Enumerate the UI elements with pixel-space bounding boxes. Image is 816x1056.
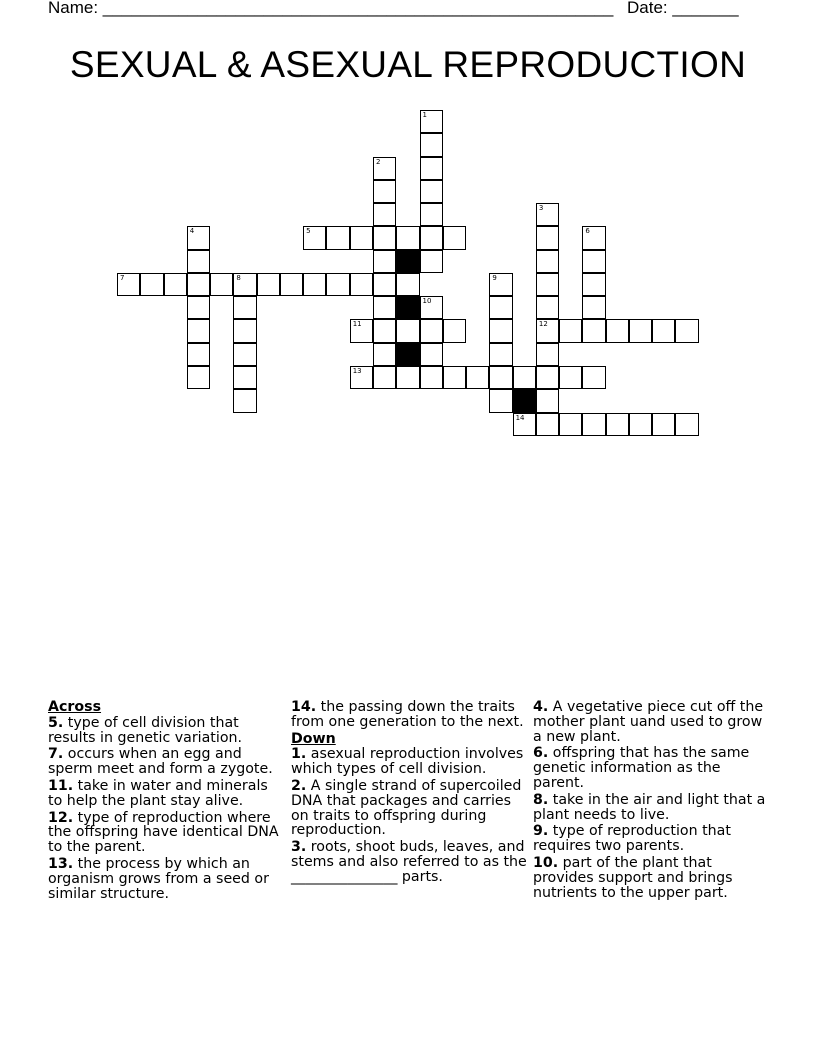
- crossword-cell[interactable]: [513, 366, 536, 389]
- crossword-cell[interactable]: [652, 319, 675, 342]
- crossword-cell[interactable]: [582, 413, 605, 436]
- clue-number-label: 2: [375, 157, 381, 166]
- down-heading: Down: [291, 730, 336, 747]
- crossword-cell[interactable]: [466, 366, 489, 389]
- clue-text: the process by which an organism grows from a seed or similar structure.: [48, 855, 269, 902]
- black-cell: [396, 343, 419, 366]
- crossword-cell[interactable]: [303, 273, 326, 296]
- crossword-cell[interactable]: [420, 296, 443, 319]
- crossword-cell[interactable]: [187, 366, 210, 389]
- clue-text: the passing down the traits from one generation to the next.: [291, 699, 524, 730]
- crossword-cell[interactable]: [233, 273, 256, 296]
- crossword-cell[interactable]: [443, 319, 466, 342]
- clue-down-4: [533, 700, 773, 744]
- clue-number-label: 4: [189, 227, 195, 236]
- clue-number: 12.: [48, 809, 74, 826]
- crossword-cell[interactable]: [373, 226, 396, 249]
- clue-across-11: [48, 779, 284, 809]
- crossword-cell[interactable]: [117, 273, 140, 296]
- crossword-cell[interactable]: [489, 319, 512, 342]
- clue-down-8: [533, 793, 773, 823]
- crossword-cell[interactable]: [233, 389, 256, 412]
- crossword-cell[interactable]: [675, 319, 698, 342]
- crossword-cell[interactable]: [187, 250, 210, 273]
- crossword-cell[interactable]: [420, 157, 443, 180]
- crossword-cell[interactable]: [420, 110, 443, 133]
- crossword-cell[interactable]: [350, 319, 373, 342]
- crossword-cell[interactable]: [233, 296, 256, 319]
- crossword-cell[interactable]: [420, 343, 443, 366]
- crossword-cell[interactable]: [420, 203, 443, 226]
- clue-number: 3.: [291, 839, 307, 856]
- crossword-cell[interactable]: [396, 366, 419, 389]
- crossword-cell[interactable]: [373, 273, 396, 296]
- across-heading: Across: [48, 699, 102, 715]
- clues-column-2: [291, 700, 527, 887]
- crossword-cell[interactable]: [536, 319, 559, 342]
- crossword-cell[interactable]: [420, 133, 443, 156]
- crossword-cell[interactable]: [420, 250, 443, 273]
- crossword-cell[interactable]: [629, 413, 652, 436]
- crossword-cell[interactable]: [373, 250, 396, 273]
- crossword-cell[interactable]: [350, 366, 373, 389]
- crossword-cell[interactable]: [536, 203, 559, 226]
- crossword-cell[interactable]: [373, 180, 396, 203]
- crossword-cell[interactable]: [582, 319, 605, 342]
- clue-number-label: 6: [585, 227, 590, 236]
- clue-number-label: 10: [422, 297, 432, 306]
- crossword-cell[interactable]: [187, 296, 210, 319]
- crossword-cell[interactable]: [536, 343, 559, 366]
- name-field-label[interactable]: Name: ______________________________________________________: [48, 0, 614, 17]
- clue-text: take in water and minerals to help the plant stay alive.: [48, 777, 268, 809]
- crossword-cell[interactable]: [489, 343, 512, 366]
- crossword-cell[interactable]: [396, 319, 419, 342]
- crossword-cell[interactable]: [606, 319, 629, 342]
- crossword-cell[interactable]: [489, 296, 512, 319]
- clue-down-2: [291, 779, 527, 838]
- crossword-cell[interactable]: [559, 413, 582, 436]
- clue-across-12: [48, 811, 284, 855]
- crossword-cell[interactable]: [164, 273, 187, 296]
- crossword-cell[interactable]: [187, 343, 210, 366]
- date-field-label[interactable]: Date: _______: [627, 0, 739, 17]
- crossword-cell[interactable]: [420, 180, 443, 203]
- crossword-cell[interactable]: [373, 366, 396, 389]
- clues-column-1: [48, 700, 284, 903]
- clue-down-10: [533, 856, 773, 900]
- clue-number: 10.: [533, 854, 559, 871]
- crossword-cell[interactable]: [420, 226, 443, 249]
- page-title: SEXUAL & ASEXUAL REPRODUCTION: [69, 44, 747, 85]
- crossword-cell[interactable]: [582, 296, 605, 319]
- clue-across-5: [48, 716, 284, 746]
- clue-number: 13.: [48, 855, 74, 872]
- clue-number: 2.: [291, 777, 307, 794]
- clue-number-label: 11: [352, 320, 362, 329]
- crossword-cell[interactable]: [489, 366, 512, 389]
- crossword-cell[interactable]: [373, 319, 396, 342]
- clue-down-9: [533, 824, 773, 854]
- crossword-cell[interactable]: [536, 273, 559, 296]
- clue-down-3: [291, 840, 527, 884]
- crossword-cell[interactable]: [350, 226, 373, 249]
- clue-number: 11.: [48, 777, 74, 794]
- clue-text: A single strand of supercoiled DNA that packages and carries on traits to offspring during reproduction.: [291, 777, 522, 839]
- black-cell: [396, 296, 419, 319]
- clue-number: 9.: [533, 823, 549, 840]
- clue-text: take in the air and light that a plant needs to live.: [533, 791, 766, 823]
- crossword-cell[interactable]: [536, 250, 559, 273]
- clue-number: 1.: [291, 746, 307, 763]
- crossword-cell[interactable]: [443, 226, 466, 249]
- clue-down-1: [291, 747, 527, 777]
- clue-number-label: 8: [236, 273, 241, 282]
- crossword-cell[interactable]: [187, 273, 210, 296]
- clue-number: 5.: [48, 714, 64, 731]
- crossword-cell[interactable]: [536, 296, 559, 319]
- crossword-cell[interactable]: [536, 366, 559, 389]
- crossword-cell[interactable]: [233, 366, 256, 389]
- crossword-cell[interactable]: [420, 319, 443, 342]
- crossword-cell[interactable]: [652, 413, 675, 436]
- crossword-cell[interactable]: [675, 413, 698, 436]
- crossword-cell[interactable]: [629, 319, 652, 342]
- clue-text: part of the plant that provides support and brings nutrients to the upper part.: [533, 854, 733, 901]
- clue-text: type of reproduction that requires two parents.: [533, 823, 731, 855]
- clue-text: type of cell division that results in genetic variation.: [48, 714, 242, 746]
- crossword-cell[interactable]: [373, 203, 396, 226]
- crossword-cell[interactable]: [536, 413, 559, 436]
- clue-number-label: 9: [492, 273, 497, 282]
- crossword-cell[interactable]: [210, 273, 233, 296]
- crossword-cell[interactable]: [582, 226, 605, 249]
- clue-number: 8.: [533, 791, 549, 808]
- clue-number: 4.: [533, 699, 549, 715]
- crossword-cell[interactable]: [396, 273, 419, 296]
- crossword-cell[interactable]: [536, 389, 559, 412]
- clue-down-6: [533, 746, 773, 790]
- clue-number-label: 7: [120, 273, 125, 282]
- crossword-cell[interactable]: [257, 273, 280, 296]
- clue-text: offspring that has the same genetic information as the parent.: [533, 745, 750, 791]
- crossword-cell[interactable]: [420, 366, 443, 389]
- black-cell: [513, 389, 536, 412]
- crossword-cell[interactable]: [187, 319, 210, 342]
- clue-number-label: 14: [515, 413, 525, 422]
- clue-across-14: [291, 700, 527, 730]
- crossword-cell[interactable]: [373, 296, 396, 319]
- crossword-cell[interactable]: [513, 413, 536, 436]
- crossword-cell[interactable]: [373, 157, 396, 180]
- clue-number: 6.: [533, 745, 549, 762]
- clue-number-label: 5: [306, 227, 311, 236]
- crossword-cell[interactable]: [559, 366, 582, 389]
- clue-text: A vegetative piece cut off the mother plant uand used to grow a new plant.: [533, 699, 764, 745]
- clue-number-label: 13: [352, 366, 362, 375]
- crossword-cell[interactable]: [559, 319, 582, 342]
- crossword-cell[interactable]: [582, 273, 605, 296]
- crossword-cell[interactable]: [326, 273, 349, 296]
- crossword-cell[interactable]: [187, 226, 210, 249]
- crossword-cell[interactable]: [396, 226, 419, 249]
- crossword-cell[interactable]: [233, 319, 256, 342]
- clue-number-label: 1: [422, 111, 427, 119]
- crossword-cell[interactable]: [280, 273, 303, 296]
- crossword-cell[interactable]: [582, 250, 605, 273]
- crossword-cell[interactable]: [303, 226, 326, 249]
- crossword-cell[interactable]: [536, 226, 559, 249]
- clue-number: 7.: [48, 746, 64, 763]
- clue-text: occurs when an egg and sperm meet and form a zygote.: [48, 746, 273, 778]
- crossword-cell[interactable]: [443, 366, 466, 389]
- crossword-cell[interactable]: [233, 343, 256, 366]
- clues-column-3: [533, 700, 773, 902]
- clue-text: type of reproduction where the offspring have identical DNA to the parent.: [48, 809, 279, 856]
- crossword-cell[interactable]: [140, 273, 163, 296]
- crossword-cell[interactable]: [582, 366, 605, 389]
- clue-text: asexual reproduction involves which types of cell division.: [291, 746, 524, 778]
- crossword-cell[interactable]: [489, 273, 512, 296]
- clue-across-7: [48, 747, 284, 777]
- crossword-cell[interactable]: [489, 389, 512, 412]
- black-cell: [396, 250, 419, 273]
- clue-text: roots, shoot buds, leaves, and stems and also referred to as the _______________ parts.: [291, 839, 527, 885]
- clue-number: 14.: [291, 699, 317, 715]
- crossword-cell[interactable]: [350, 273, 373, 296]
- clue-number-label: 3: [538, 204, 544, 213]
- clue-number-label: 12: [538, 320, 548, 329]
- crossword-grid: [117, 110, 722, 440]
- crossword-cell[interactable]: [606, 413, 629, 436]
- clue-across-13: [48, 857, 284, 901]
- crossword-cell[interactable]: [373, 343, 396, 366]
- crossword-cell[interactable]: [326, 226, 349, 249]
